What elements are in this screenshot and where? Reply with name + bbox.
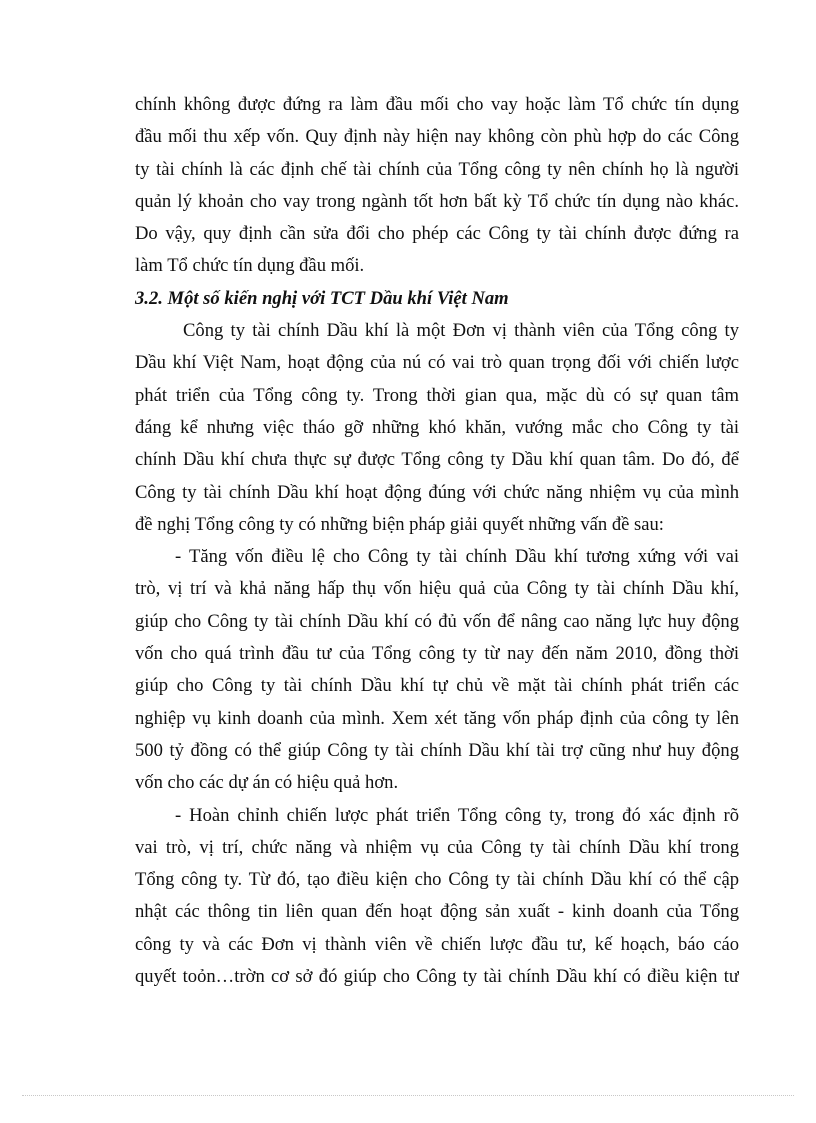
text-line: phát triển của Tổng công ty. Trong thời gian qua, mặc dù có sự quan tâm [135,384,739,406]
text-line: chính Dầu khí chưa thực sự được Tổng công ty Dầu khí quan tâm. Do đó, để [135,449,739,471]
text-line: quyết toỏn…trờn cơ sở đó giúp cho Công ty tài chính Dầu khí có điều kiện tư [135,966,739,988]
text-line: Do vậy, quy định cần sửa đổi cho phép các Công ty tài chính được đứng ra [135,223,739,245]
text-line: đáng kể nhưng việc tháo gỡ những khó khăn, vướng mắc cho Công ty tài [135,416,739,438]
text-line: Công ty tài chính Dầu khí là một Đơn vị thành viên của Tổng công ty [183,320,739,342]
section-heading: 3.2. Một số kiến nghị với TCT Dầu khí Việt Nam [135,287,509,309]
text-line: làm Tổ chức tín dụng đầu mối. [135,255,365,277]
page-bottom-divider [22,1095,794,1096]
text-line: Công ty tài chính Dầu khí hoạt động đúng với chức năng nhiệm vụ của mình [135,481,739,503]
text-line: trò, vị trí và khả năng hấp thụ vốn hiệu quả của Công ty tài chính Dầu khí, [135,578,739,600]
text-line: quản lý khoản cho vay trong ngành tốt hơn bất kỳ Tổ chức tín dụng nào khác. [135,190,739,212]
text-line: vai trò, vị trí, chức năng và nhiệm vụ của Công ty tài chính Dầu khí trong [135,836,739,858]
text-line: vốn cho quá trình đầu tư của Tổng công ty từ nay đến năm 2010, đồng thời [135,643,739,665]
text-line: ty tài chính là các định chế tài chính của Tổng công ty nên chính họ là người [135,158,739,180]
text-line: đề nghị Tổng công ty có những biện pháp giải quyết những vấn đề sau: [135,513,664,535]
text-line: 500 tỷ đồng có thể giúp Công ty tài chính Dầu khí tài trợ cũng như huy động [135,739,739,761]
bullet-line: - Hoàn chỉnh chiến lược phát triển Tổng công ty, trong đó xác định rõ [175,804,739,826]
text-line: công ty và các Đơn vị thành viên về chiến lược đầu tư, kế hoạch, báo cáo [135,933,739,955]
text-line: nghiệp vụ kinh doanh của mình. Xem xét tăng vốn pháp định của công ty lên [135,707,739,729]
document-body [135,89,739,993]
text-line: Dầu khí Việt Nam, hoạt động của nú có vai trò quan trọng đối với chiến lược [135,352,739,374]
text-line: Tổng công ty. Từ đó, tạo điều kiện cho Công ty tài chính Dầu khí có thể cập [135,869,739,891]
bullet-line: - Tăng vốn điều lệ cho Công ty tài chính Dầu khí tương xứng với vai [175,546,739,568]
text-line: giúp cho Công ty tài chính Dầu khí có đủ vốn để nâng cao năng lực huy động [135,610,739,632]
text-line: nhật các thông tin liên quan đến hoạt động sản xuất - kinh doanh của Tổng [135,901,739,923]
text-line: vốn cho các dự án có hiệu quả hơn. [135,772,399,794]
text-line: chính không được đứng ra làm đầu mối cho vay hoặc làm Tổ chức tín dụng [135,94,739,115]
text-line: đầu mối thu xếp vốn. Quy định này hiện nay không còn phù hợp do các Công [135,126,739,148]
text-line: giúp cho Công ty tài chính Dầu khí tự chủ về mặt tài chính phát triển các [135,675,739,697]
